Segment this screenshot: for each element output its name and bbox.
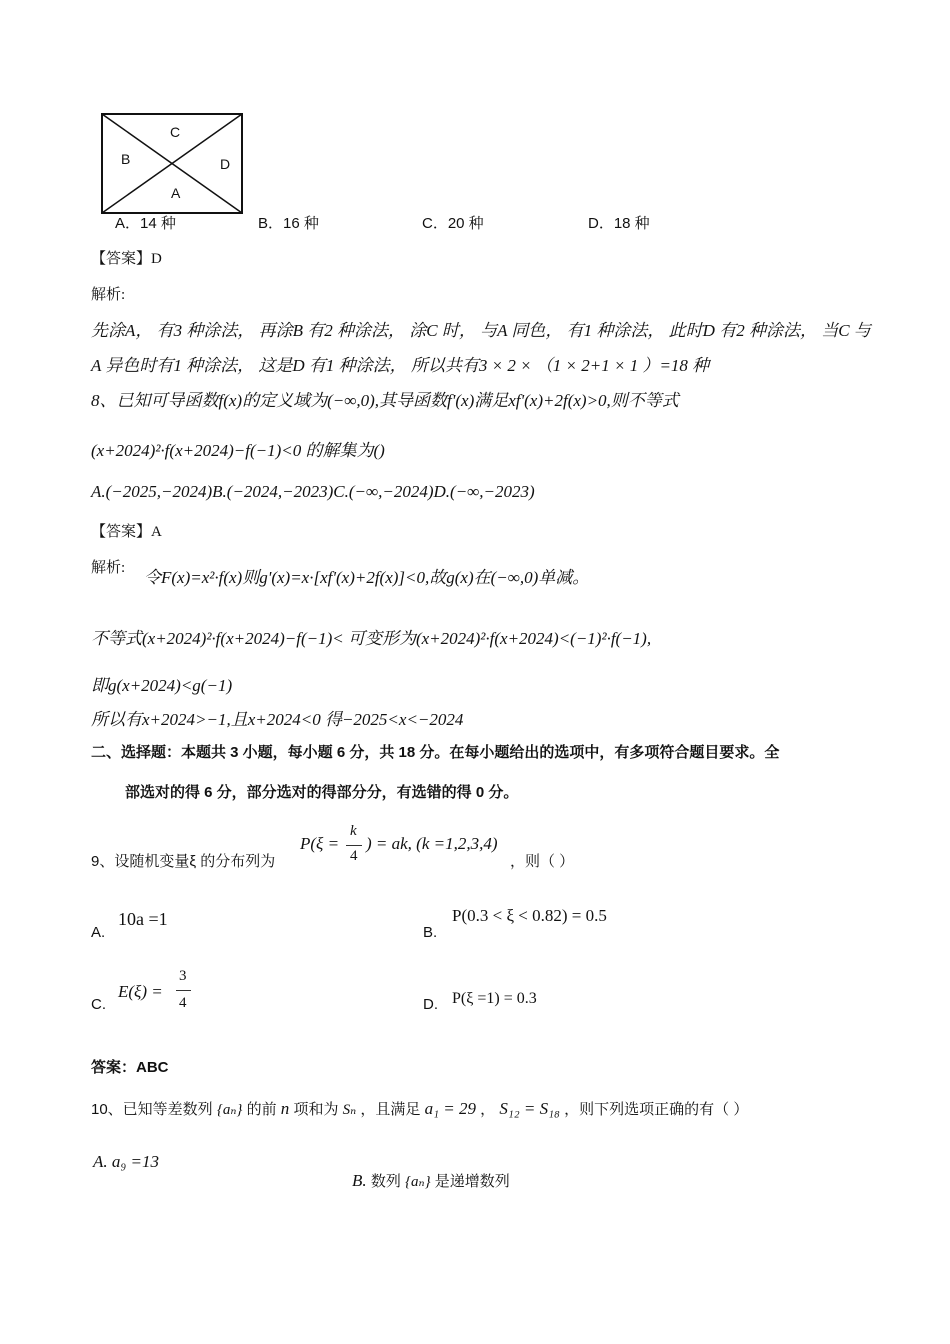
q10-stem <box>91 1098 748 1119</box>
q9-option-d: P(ξ =1) = 0.3 <box>452 990 537 1007</box>
q10-stem-part-1: 10、已知等差数列 <box>91 1101 213 1118</box>
q8-analysis-line-1: 令F(x)=x²·f(x)则g'(x)=x·[xf'(x)+2f(x)]<0,故g(x)在(−∞,0)单减。 <box>144 568 590 587</box>
q9-formula-right: ) = ak, (k =1,2,3,4) <box>366 834 498 853</box>
q9-option-c-left: E(ξ) = <box>118 982 163 1001</box>
q10-a1: a₁ = 29 <box>424 1099 476 1118</box>
q9-formula-left: P(ξ = <box>300 834 340 853</box>
q9-stem-prefix: 9、设随机变量ξ 的分布列为 <box>91 853 276 870</box>
q10-sn: Sₙ <box>342 1102 357 1118</box>
q10-stem-part-2: 的前 <box>246 1101 277 1118</box>
q10-s12-s18: S₁₂ = S₁₈ <box>499 1099 560 1118</box>
q10-option-b-part-2: 是递增数列 <box>434 1173 510 1190</box>
q10-stem-part-3: 项和为 <box>293 1101 339 1118</box>
q8-stem-line-1: 8、已知可导函数f(x)的定义域为(−∞,0),其导函数f'(x)满足xf'(x)+2f(x)>0,则不等式 <box>91 391 679 410</box>
q9-formula-denominator: 4 <box>350 848 358 864</box>
q8-analysis-line-4: 所以有x+2024>−1,且x+2024<0 得−2025<x<−2024 <box>91 710 464 729</box>
q8-analysis-line-2: 不等式(x+2024)²·f(x+2024)−f(−1)< 可变形为(x+2024)²·f(x+2024)<(−1)²·f(−1), <box>91 629 652 648</box>
q9-option-c-fraction-bar <box>176 990 191 991</box>
q7-option-b: B．16 种 <box>258 215 319 232</box>
region-label-c: C <box>170 124 181 140</box>
q10-stem-part-5: ，则下列选项正确的有（ ） <box>564 1101 749 1118</box>
q7-analysis-label: 解析: <box>91 287 126 303</box>
q10-stem-part-4: ，且满足 <box>360 1101 421 1118</box>
q10-n: n <box>280 1099 290 1118</box>
q10-option-b <box>352 1170 510 1191</box>
q10-option-b-part-1: 数列 <box>370 1173 401 1190</box>
q9-option-a-label: A. <box>91 924 106 941</box>
q7-option-a: A．14 种 <box>115 215 176 232</box>
region-label-d: D <box>220 156 231 172</box>
q7-answer: 【答案】D <box>91 251 162 267</box>
q8-analysis-label: 解析: <box>91 560 126 576</box>
q10-sequence: {aₙ} <box>216 1102 243 1118</box>
q7-analysis-line-2: A 异色时有1 种涂法， 这是D 有1 种涂法， 所以共有3 × 2 × （1 × 2+1 × 1 ）=18 种 <box>91 356 710 375</box>
q9-option-c-label: C. <box>91 996 106 1013</box>
q8-analysis-line-3: 即g(x+2024)<g(−1) <box>91 676 233 695</box>
section-2-heading-line-1: 二、选择题：本题共 3 小题，每小题 6 分，共 18 分。在每小题给出的选项中，有多项符合题目要求。全 <box>91 744 780 761</box>
q7-option-d: D．18 种 <box>588 215 650 232</box>
q7-analysis-line-1: 先涂A， 有3 种涂法， 再涂B 有2 种涂法， 涂C 时， 与A 同色， 有1 种涂法， 此时D 有2 种涂法， 当C 与 <box>91 321 871 340</box>
q10-option-a: A. a₉ =13 <box>93 1152 160 1171</box>
q9-formula-numerator: k <box>350 823 357 839</box>
q8-stem-line-2: (x+2024)²·f(x+2024)−f(−1)<0 的解集为() <box>91 441 385 460</box>
q10-option-b-label: B. <box>352 1171 367 1190</box>
q9-stem-suffix: ，则（ ） <box>510 853 575 870</box>
q9-option-a: 10a =1 <box>118 909 168 929</box>
q9-option-b-label: B. <box>423 924 438 941</box>
q9-option-c-denominator: 4 <box>179 995 187 1011</box>
q8-answer: 【答案】A <box>91 524 162 540</box>
q7-option-c: C．20 种 <box>422 215 484 232</box>
q9-option-b: P(0.3 < ξ < 0.82) = 0.5 <box>452 906 607 925</box>
section-2-heading-line-2: 部选对的得 6 分，部分选对的得部分分，有选错的得 0 分。 <box>125 784 519 801</box>
rectangle-diagram <box>101 113 244 215</box>
region-label-b: B <box>121 151 131 167</box>
q9-answer: 答案：ABC <box>91 1059 169 1076</box>
q9-option-d-label: D. <box>423 996 438 1013</box>
region-label-a: A <box>171 185 181 201</box>
q10-option-b-sequence: {aₙ} <box>405 1174 431 1190</box>
q10-stem-sep: ， <box>480 1101 496 1118</box>
q9-option-c-numerator: 3 <box>179 968 187 984</box>
q9-fraction-bar <box>346 845 362 846</box>
q8-options: A.(−2025,−2024)B.(−2024,−2023)C.(−∞,−2024)D.(−∞,−2023) <box>91 482 535 501</box>
